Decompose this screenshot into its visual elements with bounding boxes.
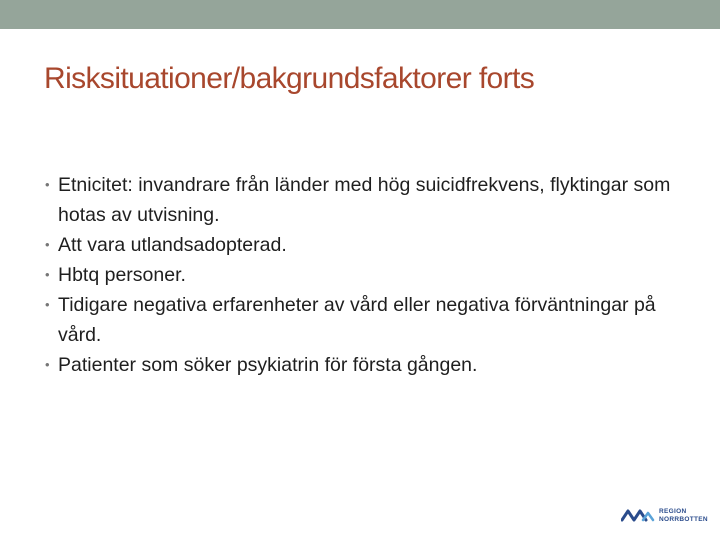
region-norrbotten-logo-icon — [621, 507, 655, 523]
bullet-text: Etnicitet: invandrare från länder med hög suicidfrekvens, flyktingar som hotas av utvisning. — [58, 174, 671, 226]
bullet-icon: • — [45, 177, 50, 192]
bullet-text: Att vara utlandsadopterad. — [58, 234, 287, 256]
bullet-list — [45, 170, 685, 380]
bullet-item — [45, 170, 685, 230]
bullet-text: Tidigare negativa erfarenheter av vård eller negativa förväntningar på vård. — [58, 294, 656, 346]
bullet-icon: • — [45, 357, 50, 372]
slide-title: Risksituationer/bakgrundsfaktorer forts — [44, 62, 535, 95]
bullet-icon: • — [45, 297, 50, 312]
bullet-item — [45, 260, 685, 290]
bullet-icon: • — [45, 267, 50, 282]
bullet-item — [45, 350, 685, 380]
region-norrbotten-logo — [621, 505, 711, 527]
bullet-item — [45, 290, 685, 350]
bullet-item — [45, 230, 685, 260]
logo-line-norrbotten: NORRBOTTEN — [659, 515, 708, 523]
bullet-icon: • — [45, 237, 50, 252]
bullet-text: Patienter som söker psykiatrin för första gången. — [58, 354, 478, 376]
logo-line-region: REGION — [659, 508, 687, 515]
top-bar — [0, 0, 720, 29]
logo-text — [659, 508, 708, 523]
bullet-text: Hbtq personer. — [58, 264, 186, 286]
